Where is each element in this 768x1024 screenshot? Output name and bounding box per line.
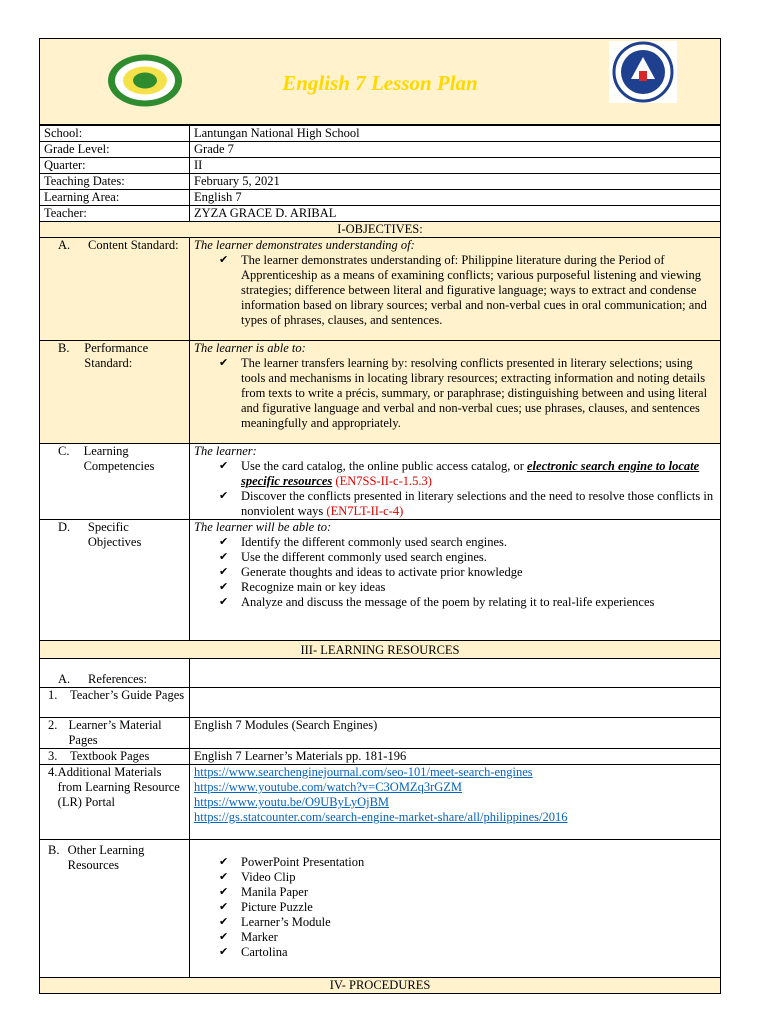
info-row-school: [40, 126, 721, 142]
info-label: School:: [40, 126, 190, 142]
performance-standard-row: [40, 341, 721, 444]
teacher-guide-value: [190, 688, 721, 718]
resources-heading-row: [40, 641, 721, 659]
specific-objectives-label: D. Specific Objectives: [40, 520, 190, 641]
list-item: ✔ Use the different commonly used search engines.: [219, 550, 716, 565]
learning-competencies-label: C. Learning Competencies: [40, 444, 190, 520]
list-item: ✔ Marker: [219, 930, 716, 945]
list-item: ✔ Recognize main or key ideas: [219, 580, 716, 595]
list-item: ✔ Generate thoughts and ideas to activate prior knowledge: [219, 565, 716, 580]
list-item: ✔ Learner’s Module: [219, 915, 716, 930]
procedures-heading-row: [40, 978, 721, 994]
lesson-plan-table: [39, 125, 721, 994]
additional-materials-row: [40, 765, 721, 840]
header-banner: [39, 38, 721, 125]
resource-link[interactable]: https://www.youtube.com/watch?v=C3OMZq3rGZM: [194, 780, 463, 794]
specific-objectives-text: The learner will be able to: ✔ Identify the different commonly used search engines. ✔ Use the different commonly used search engines. ✔ Generate thoughts and ideas to activate prior knowledge ✔ Recognize main or key ideas ✔ Analyze and discuss the message of the poem by relating it to real-life experiences: [190, 520, 721, 641]
list-item: ✔ Picture Puzzle: [219, 900, 716, 915]
objectives-heading: I-OBJECTIVES:: [40, 222, 721, 238]
learner-material-value: English 7 Modules (Search Engines): [190, 718, 721, 749]
info-label: Quarter:: [40, 158, 190, 174]
info-row-dates: [40, 174, 721, 190]
info-row-quarter: [40, 158, 721, 174]
info-value: English 7: [190, 190, 721, 206]
references-value: [190, 659, 721, 688]
learning-competencies-row: [40, 444, 721, 520]
performance-standard-text: The learner is able to: ✔ The learner transfers learning by: resolving conflicts presented in literary selections; using tools and mechanisms in locating library resources; extracting information and noting details from texts to write a précis, summary, or paraphrase; distinguishing between and using literal and figurative language and verbal and non-verbal cues; use phrases, clauses, and sentences meaningfully and appropriately.: [190, 341, 721, 444]
specific-objectives-row: [40, 520, 721, 641]
info-row-grade: [40, 142, 721, 158]
objectives-heading-row: [40, 222, 721, 238]
other-resources-list: [190, 840, 721, 978]
info-label: Grade Level:: [40, 142, 190, 158]
textbook-row: [40, 749, 721, 765]
other-resources-row: [40, 840, 721, 978]
references-row: [40, 659, 721, 688]
resource-link[interactable]: https://www.youtu.be/O9UByLyOjBM: [194, 795, 390, 809]
performance-standard-label: B. Performance Standard:: [40, 341, 190, 444]
info-row-teacher: [40, 206, 721, 222]
deped-seal-logo: [609, 41, 677, 103]
list-item: ✔ Use the card catalog, the online public access catalog, or electronic search engine to locate specific resources (EN7SS-II-c-1.5.3): [219, 459, 716, 489]
lesson-plan-title: English 7 Lesson Plan: [282, 71, 478, 95]
info-value: Grade 7: [190, 142, 721, 158]
additional-materials-links: [190, 765, 721, 840]
teacher-guide-label: 1. Teacher’s Guide Pages: [40, 688, 190, 718]
resource-link[interactable]: https://www.searchenginejournal.com/seo-101/meet-search-engines: [194, 765, 533, 779]
procedures-heading: IV- PROCEDURES: [40, 978, 721, 994]
info-value: February 5, 2021: [190, 174, 721, 190]
learner-material-label: 2. Learner’s Material Pages: [40, 718, 190, 749]
list-item: ✔ Cartolina: [219, 945, 716, 960]
resources-heading: III- LEARNING RESOURCES: [40, 641, 721, 659]
references-label: A. References:: [40, 659, 190, 688]
list-item: ✔ Manila Paper: [219, 885, 716, 900]
list-item: ✔ The learner demonstrates understanding of: Philippine literature during the Period of Apprenticeship as a means of examining conflicts; various purposeful listening and viewing strategies; difference between literal and figurative language; ways to extract and condense information based on library sources; verbal and non-verbal cues in oral communication; and types of phrases, clauses, and sentences.: [219, 253, 716, 328]
info-value: Lantungan National High School: [190, 126, 721, 142]
textbook-label: 3. Textbook Pages: [40, 749, 190, 765]
content-standard-text: The learner demonstrates understanding of: ✔ The learner demonstrates understanding of: Philippine literature during the Period of Apprenticeship as a means of examining conflicts; various purposeful listening and viewing strategies; difference between literal and figurative language; ways to extract and condense information based on library sources; verbal and non-verbal cues in oral communication; and types of phrases, clauses, and sentences.: [190, 238, 721, 341]
teacher-guide-row: [40, 688, 721, 718]
lesson-plan-document: [39, 38, 721, 994]
list-item: ✔ Analyze and discuss the message of the poem by relating it to real-life experiences: [219, 595, 716, 610]
additional-materials-label: 4. Additional Materials from Learning Resource (LR) Portal: [40, 765, 190, 840]
info-value: ZYZA GRACE D. ARIBAL: [190, 206, 721, 222]
content-standard-row: [40, 238, 721, 341]
textbook-value: English 7 Learner’s Materials pp. 181-196: [190, 749, 721, 765]
info-value: II: [190, 158, 721, 174]
list-item: ✔ The learner transfers learning by: resolving conflicts presented in literary selections; using tools and mechanisms in locating library resources; extracting information and noting details from texts to write a précis, summary, or paraphrase; distinguishing between and using literal and figurative language and verbal and non-verbal cues; use phrases, clauses, and sentences meaningfully and appropriately.: [219, 356, 716, 431]
resource-link[interactable]: https://gs.statcounter.com/search-engine-market-share/all/philippines/2016: [194, 810, 568, 824]
other-resources-label: B. Other Learning Resources: [40, 840, 190, 978]
learning-competencies-text: The learner: ✔ Use the card catalog, the online public access catalog, or electronic search engine to locate specific resources (EN7SS-II-c-1.5.3) ✔ Discover the conflicts presented in literary selections and the need to resolve those conflicts in nonviolent ways (EN7LT-II-c-4): [190, 444, 721, 520]
list-item: ✔ Discover the conflicts presented in literary selections and the need to resolve those conflicts in nonviolent ways (EN7LT-II-c-4): [219, 489, 716, 519]
list-item: ✔ Identify the different commonly used search engines.: [219, 535, 716, 550]
learner-material-row: [40, 718, 721, 749]
info-label: Teaching Dates:: [40, 174, 190, 190]
info-label: Teacher:: [40, 206, 190, 222]
list-item: ✔ PowerPoint Presentation: [219, 855, 716, 870]
content-standard-label: A. Content Standard:: [40, 238, 190, 341]
info-label: Learning Area:: [40, 190, 190, 206]
info-row-area: [40, 190, 721, 206]
list-item: ✔ Video Clip: [219, 870, 716, 885]
